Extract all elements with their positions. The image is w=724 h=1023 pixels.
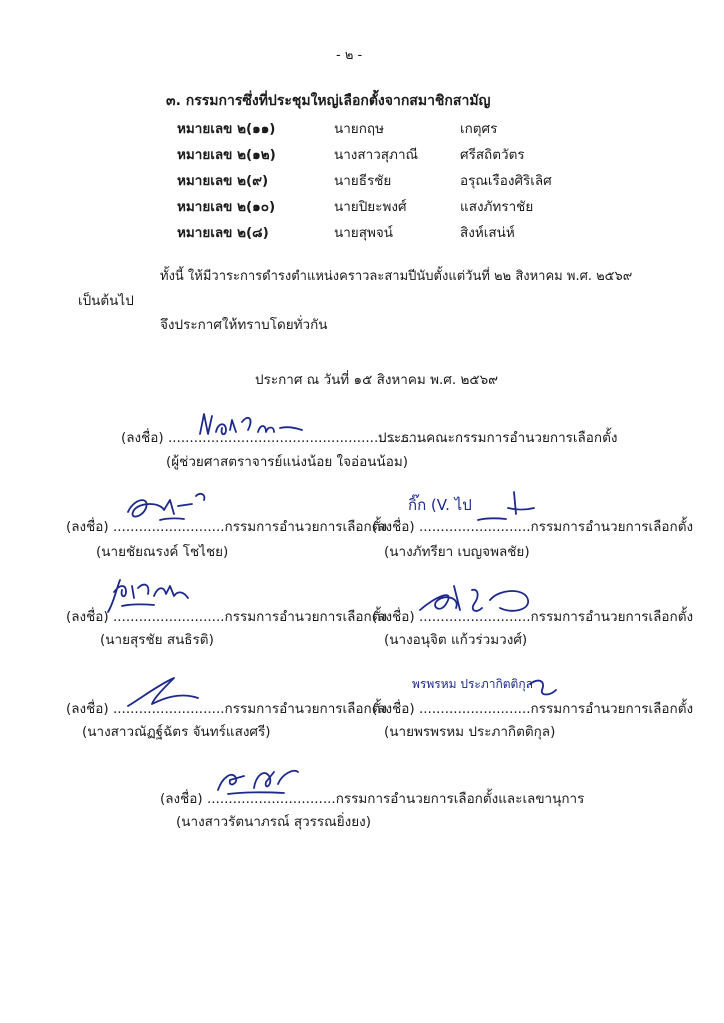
page-number: - ๒ -	[336, 48, 363, 63]
member-first-name: นายธีรชัย	[334, 173, 392, 189]
signer-name-3: (นายสุรชัย สนธิรติ)	[100, 632, 214, 648]
handwritten-scrawl: พรพรหม ประภากิตติกุล	[412, 677, 533, 691]
member-first-name: นายกฤษ	[334, 121, 384, 137]
sign-line-4: (ลงชื่อ) ..........................กรรมการอำนวยการเลือกตั้ง	[372, 609, 694, 625]
sign-line-6: (ลงชื่อ) ..........................กรรมการอำนวยการเลือกตั้ง	[372, 701, 694, 717]
member-last-name: อรุณเรืองศิริเลิศ	[460, 173, 552, 189]
date-line: ประกาศ ณ วันที่ ๑๕ สิงหาคม พ.ศ. ๒๕๖๙	[255, 372, 499, 388]
member-last-name: สิงห์เสน่ห์	[460, 225, 515, 241]
sign-line-2: (ลงชื่อ) ..........................กรรมการอำนวยการเลือกตั้ง	[372, 519, 694, 535]
section-heading: ๓. กรรมการซึ่งที่ประชุมใหญ่เลือกตั้งจากสมาชิกสามัญ	[166, 93, 491, 109]
chair-title: ประธานคณะกรรมการอำนวยการเลือกตั้ง	[378, 430, 618, 446]
member-first-name: นายปิยะพงศ์	[334, 199, 407, 215]
chair-name: (ผู้ช่วยศาสตราจารย์แน่งน้อย ใจอ่อนน้อม)	[166, 454, 408, 470]
member-number: หมายเลข ๒(๙)	[177, 173, 269, 189]
member-number: หมายเลข ๒(๑๐)	[177, 199, 276, 215]
member-number: หมายเลข ๒(๑๒)	[177, 147, 276, 163]
member-number: หมายเลข ๒(๑๑)	[177, 121, 276, 137]
announce-line: จึงประกาศให้ทราบโดยทั่วกัน	[160, 317, 328, 333]
sign-line-1: (ลงชื่อ) ..........................กรรมการอำนวยการเลือกตั้ง	[66, 519, 388, 535]
chair-sign-line: (ลงชื่อ) ...........................................................	[121, 430, 422, 446]
term-paragraph-line1: ทั้งนี้ ให้มีวาระการดำรงตำแหน่งคราวละสามปีนับตั้งแต่วันที่ ๒๒ สิงหาคม พ.ศ. ๒๕๖๙	[160, 269, 633, 284]
member-last-name: ศรีสถิตวัตร	[460, 147, 525, 163]
member-number: หมายเลข ๒(๘)	[177, 225, 269, 241]
member-first-name: นางสาวสุภาณี	[334, 147, 419, 163]
secretary-sign-line: (ลงชื่อ) ..............................กรรมการอำนวยการเลือกตั้งและเลขานุการ	[160, 791, 585, 807]
signer-name-4: (นางอนุจิต แก้วร่วมวงศ์)	[384, 632, 528, 648]
signer-name-2: (นางภัทรียา เบญจพลชัย)	[384, 544, 530, 560]
member-last-name: เกตุศร	[460, 121, 498, 137]
signer-name-1: (นายชัยณรงค์ โชไชย)	[96, 544, 229, 560]
handwritten-scrawl: กิ๊ก (V. ไป	[408, 496, 472, 514]
signer-name-5: (นางสาวณัฏฐ์ฉัตร จันทร์แสงศรี)	[82, 724, 271, 740]
member-first-name: นายสุพจน์	[334, 225, 393, 241]
member-last-name: แสงภัทราชัย	[460, 199, 534, 215]
secretary-name: (นางสาวรัตนาภรณ์ สุวรรณยิ่งยง)	[176, 814, 371, 830]
sign-line-3: (ลงชื่อ) ..........................กรรมการอำนวยการเลือกตั้ง	[66, 609, 388, 625]
sign-line-5: (ลงชื่อ) ..........................กรรมการอำนวยการเลือกตั้ง	[66, 701, 388, 717]
signature-pornprom	[412, 670, 562, 704]
term-paragraph-line2: เป็นต้นไป	[78, 293, 134, 309]
signer-name-6: (นายพรพรหม ประภากิตติกุล)	[384, 724, 556, 740]
